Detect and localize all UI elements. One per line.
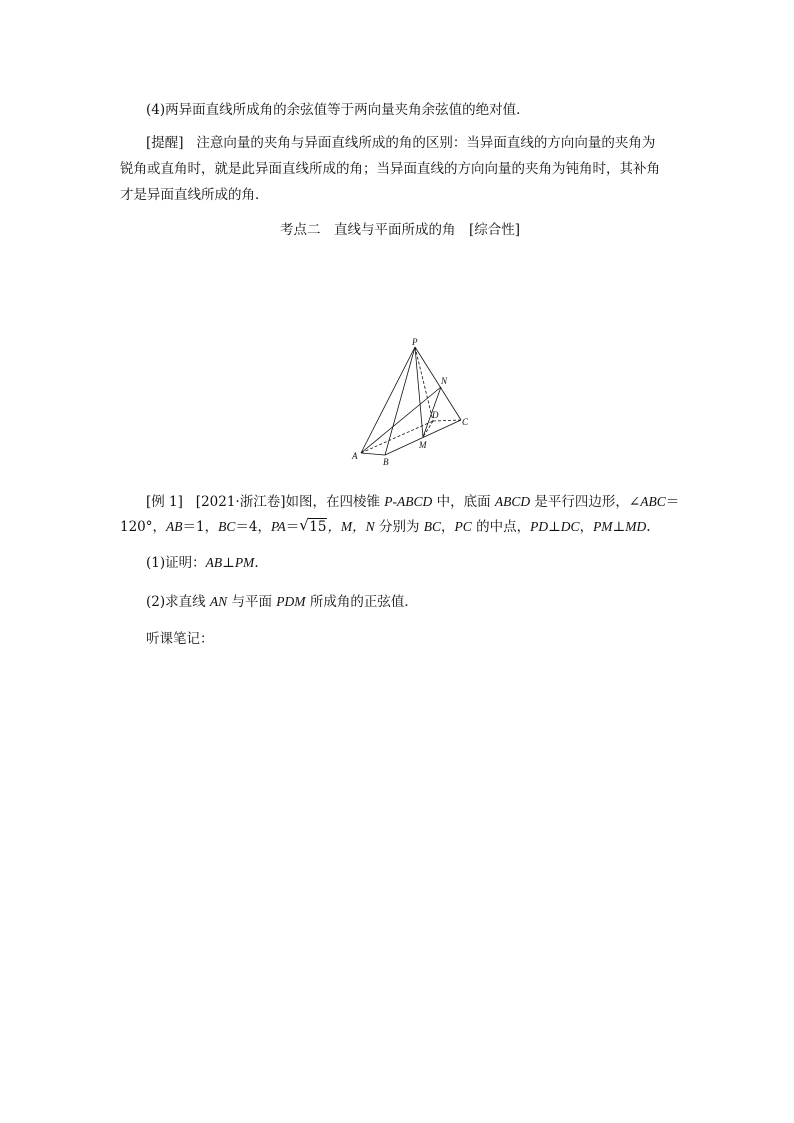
question-1: (1)证明：AB⊥PM. bbox=[146, 555, 259, 571]
label-A: A bbox=[352, 451, 358, 461]
edge-PM bbox=[415, 347, 423, 437]
item-4-text: (4)两异面直线所成角的余弦值等于两向量夹角余弦值的绝对值． bbox=[146, 102, 530, 118]
edge-PA bbox=[361, 347, 415, 453]
label-N: N bbox=[441, 376, 448, 386]
question-2: (2)求直线 AN 与平面 PDM 所成角的正弦值． bbox=[146, 594, 418, 610]
edge-AB bbox=[361, 453, 385, 455]
tip-line-2: 锐角或直角时，就是此异面直线所成的角；当异面直线的方向向量的夹角为钝角时，其补角 bbox=[120, 161, 660, 177]
label-M: M bbox=[419, 440, 427, 450]
section-title: 考点二 直线与平面所成的角 [综合性] bbox=[279, 222, 521, 238]
edge-PD bbox=[415, 347, 433, 421]
pyramid-figure bbox=[345, 335, 485, 470]
label-C: C bbox=[462, 417, 469, 427]
edge-DC bbox=[433, 420, 461, 421]
label-P: P bbox=[412, 337, 418, 347]
example-tag: [例 1] bbox=[146, 494, 183, 510]
tip-line-3: 才是异面直线所成的角． bbox=[120, 187, 269, 203]
label-D: D bbox=[432, 410, 439, 420]
label-B: B bbox=[383, 457, 389, 467]
tip-label: [提醒] bbox=[146, 135, 184, 151]
example-source: [2021·浙江卷] bbox=[195, 494, 286, 510]
notes-label: 听课笔记： bbox=[146, 631, 214, 647]
edge-PB bbox=[385, 347, 415, 455]
sqrt-15: √ 15 bbox=[299, 516, 327, 535]
tip-line-1: 注意向量的夹角与异面直线所成的角的区别：当异面直线的方向向量的夹角为 bbox=[196, 135, 656, 151]
